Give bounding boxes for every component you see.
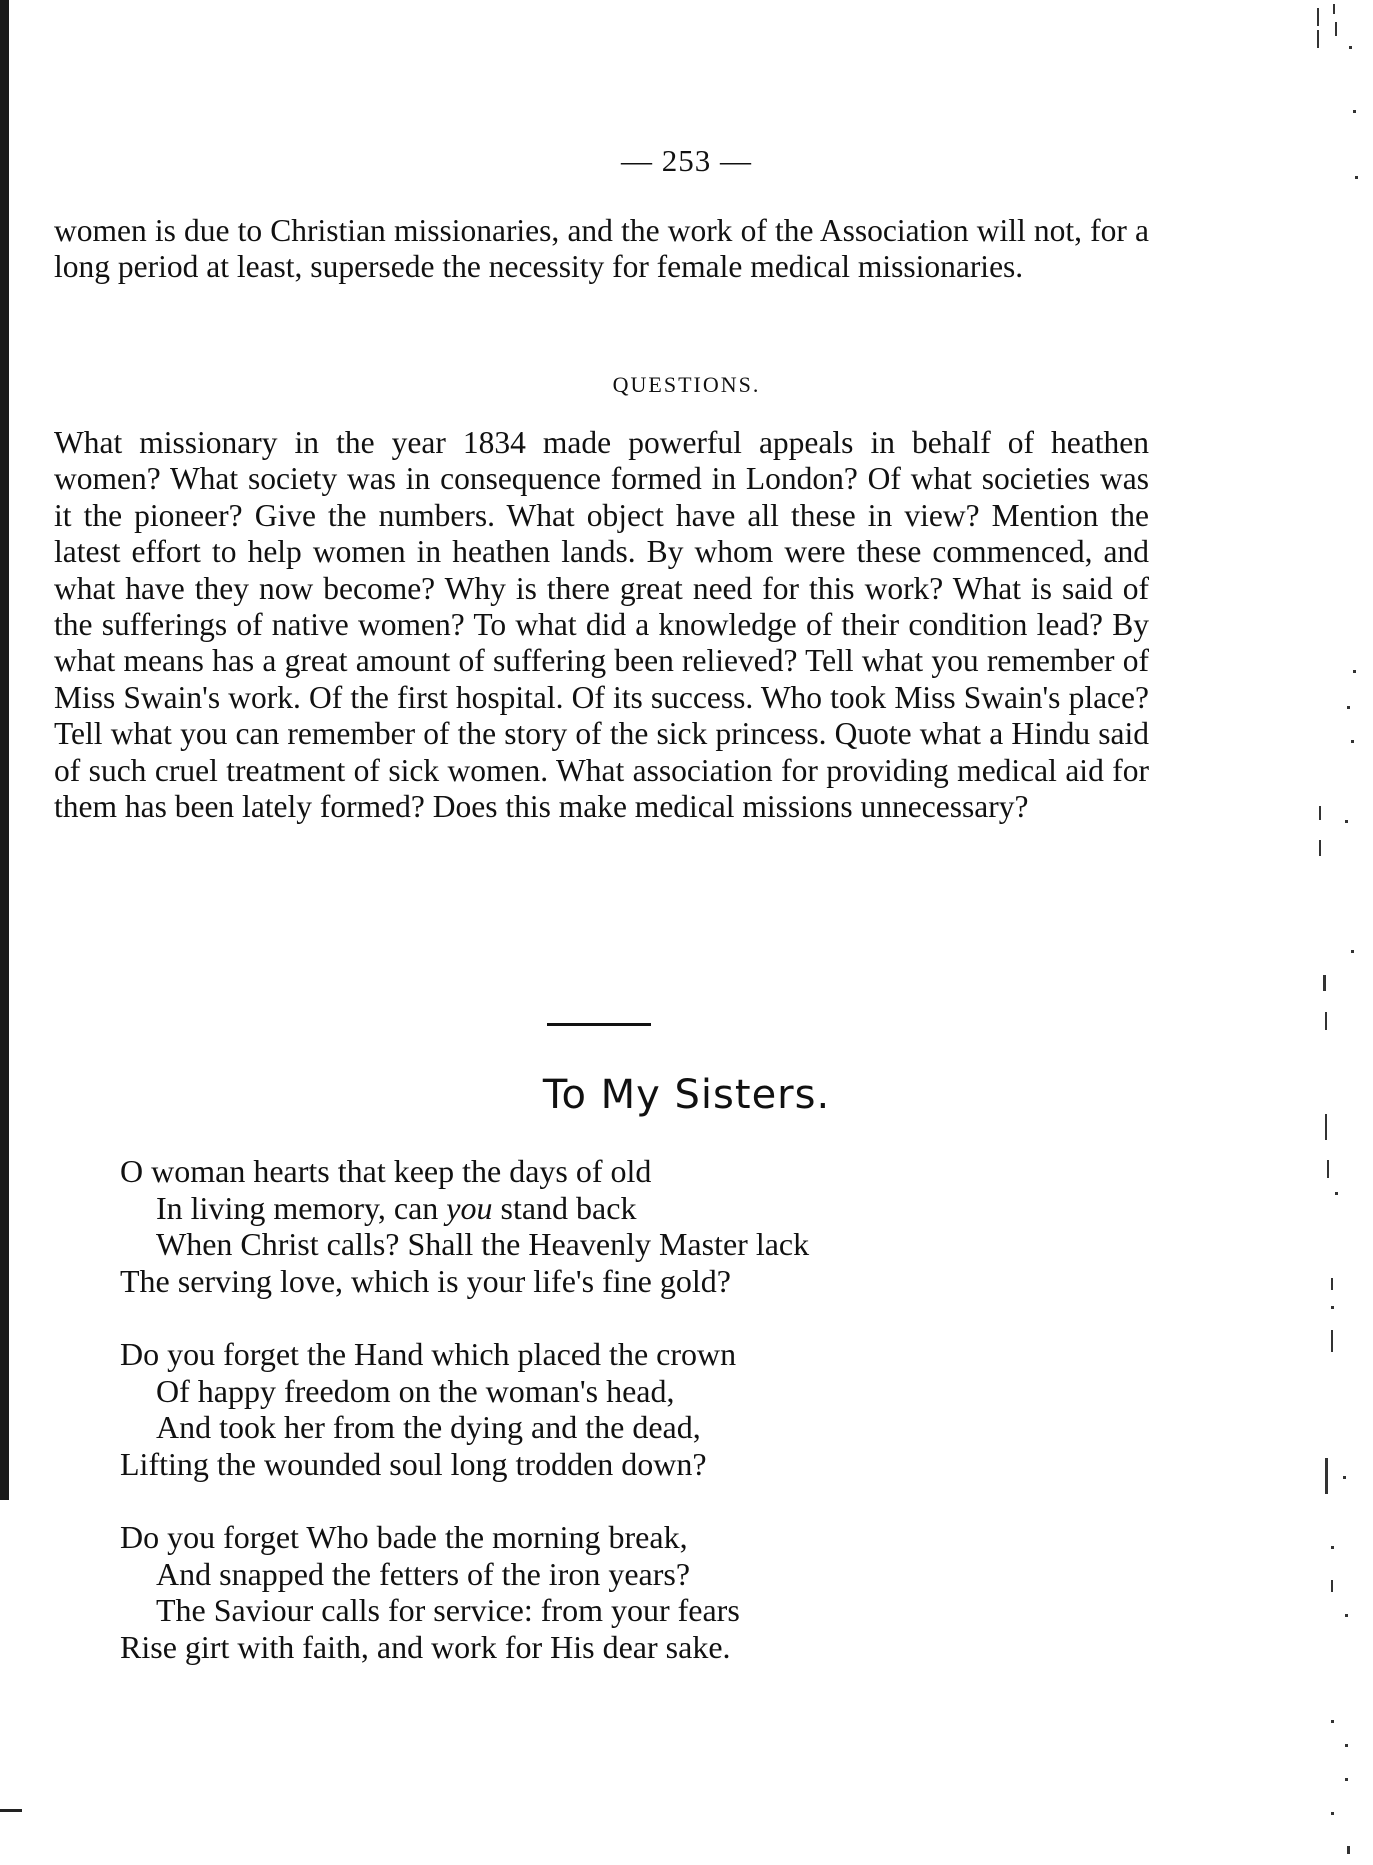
poem-line: Rise girt with faith, and work for His dear sake. <box>120 1628 731 1665</box>
page-number: — 253 — <box>621 143 752 178</box>
poem-line-segment: stand back <box>492 1189 637 1226</box>
poem-stanza-3 <box>120 1519 740 1665</box>
poem-line: Lifting the wounded soul long trodden down? <box>120 1445 707 1482</box>
poem-stanza-2 <box>120 1336 736 1482</box>
poem-line: When Christ calls? Shall the Heavenly Master lack <box>156 1226 810 1263</box>
poem-line: Do you forget the Hand which placed the crown <box>120 1336 737 1372</box>
poem-line: The Saviour calls for service: from your fears <box>156 1592 740 1629</box>
poem-stanza-1 <box>120 1153 809 1299</box>
poem-line: And took her from the dying and the dead, <box>156 1409 701 1446</box>
scan-noise-specks <box>1305 0 1365 1865</box>
poem-line-segment: In living memory, can <box>156 1189 447 1226</box>
poem-line: Of happy freedom on the woman's head, <box>156 1372 675 1409</box>
poem-line: O woman hearts that keep the days of old <box>120 1153 652 1189</box>
intro-paragraph: women is due to Christian missionaries, and the work of the Association will not, for a long period at least, supersede the necessity for female medical missionaries. <box>54 213 1149 285</box>
poem-line: The serving love, which is your life's fine gold? <box>120 1262 731 1299</box>
poem-line <box>120 1190 809 1227</box>
scan-artifact-mark <box>0 1809 22 1812</box>
binding-edge-shadow <box>0 0 9 1500</box>
poem-line-emphasis: you <box>446 1189 493 1226</box>
poem-line: Do you forget Who bade the morning break, <box>120 1519 688 1555</box>
section-divider <box>547 1023 651 1026</box>
questions-heading: QUESTIONS. <box>612 372 761 397</box>
questions-paragraph: What missionary in the year 1834 made powerful appeals in behalf of heathen women? What society was in consequence formed in London? Of what societies was it the pioneer? Give the numbers. What object have all these in view? Mention the latest effort to help women in heathen lands. By whom were these commenced, and what have they now become? Why is there great need for this work? What is said of the sufferings of native women? To what did a knowledge of their condition lead? By what means has a great amount of suffering been relieved? Tell what you remember of Miss Swain's work. Of the first hospital. Of its success. Who took Miss Swain's place? Tell what you can remember of the story of the sick princess. Quote what a Hindu said of such cruel treatment of sick women. What association for providing medical aid for them has been lately formed? Does this make medical missions unnecessary? <box>54 425 1149 825</box>
poem-line: And snapped the fetters of the iron years? <box>156 1555 691 1592</box>
poem-title: To My Sisters. <box>542 1072 831 1118</box>
